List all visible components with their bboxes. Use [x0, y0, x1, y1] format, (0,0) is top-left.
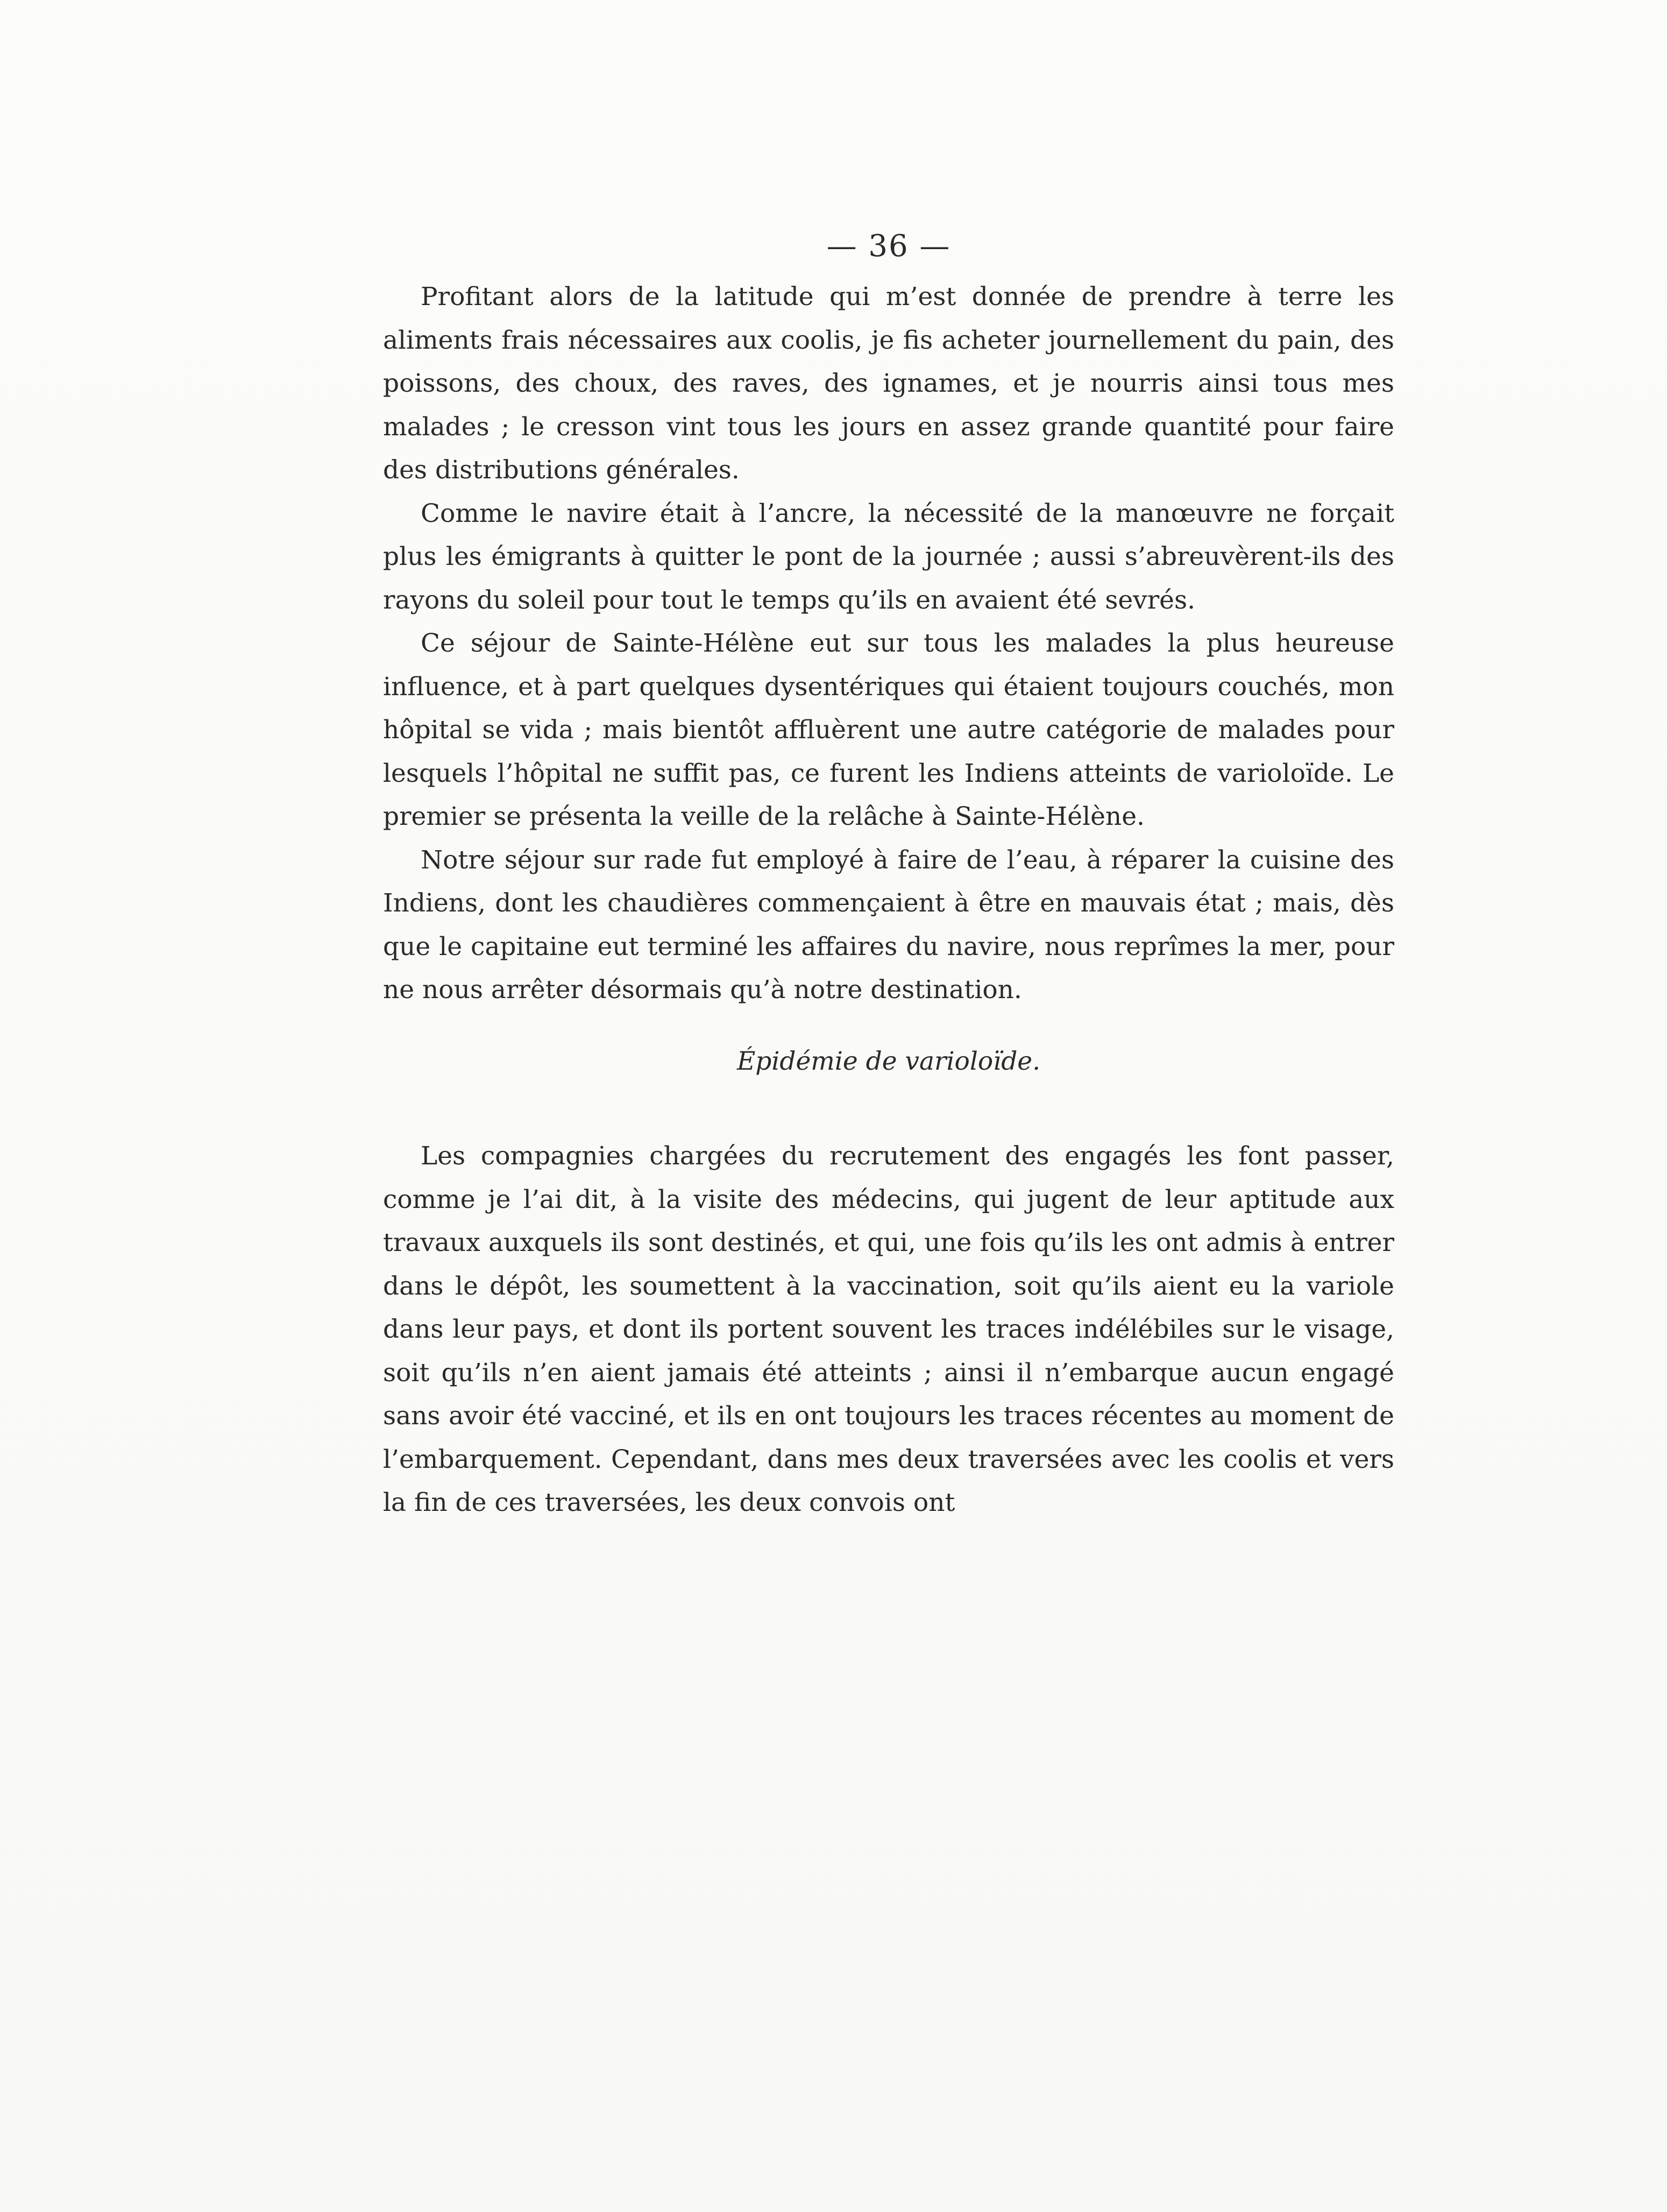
paragraph: Ce séjour de Sainte-Hélène eut sur tous les malades la plus heureuse influence, et à part quelques dysentériques qui étaient toujours couchés, mon hôpital se vida ; mais bientôt affluèrent une autre catégorie de malades pour lesquels l’hôpital ne suffit pas, ce furent les Indiens atteints de varioloïde. Le premier se présenta la veille de la relâche à Sainte-Hélène. — [383, 628, 1394, 831]
paragraph: Profitant alors de la latitude qui m’est donnée de prendre à terre les aliments frais nécessaires aux coolis, je fis acheter journellement du pain, des poissons, des choux, des raves, des ignames, et je nourris ainsi tous mes malades ; le cresson vint tous les jours en assez grande quantité pour faire des distributions générales. — [383, 282, 1394, 485]
paragraph: Notre séjour sur rade fut employé à faire de l’eau, à réparer la cuisine des Indiens, dont les chaudières commençaient à être en mauvais état ; mais, dès que le capitaine eut terminé les affaires du navire, nous reprîmes la mer, pour ne nous arrêter désormais qu’à notre destination. — [383, 845, 1394, 1005]
section-heading: Épidémie de varioloïde. — [736, 1046, 1041, 1076]
paragraph: Comme le navire était à l’ancre, la nécessité de la manœuvre ne forçait plus les émigrants à quitter le pont de la journée ; aussi s’abreuvèrent-ils des rayons du soleil pour tout le temps qu’ils en avaient été sevrés. — [383, 498, 1394, 615]
page-number: — 36 — — [826, 229, 951, 264]
paragraph: Les compagnies chargées du recrutement des engagés les font passer, comme je l’ai dit, à la visite des médecins, qui jugent de leur aptitude aux travaux auxquels ils sont destinés, et qui, une fois qu’ils les ont admis à entrer dans le dépôt, les soumettent à la vaccination, soit qu’ils aient eu la variole dans leur pays, et dont ils portent souvent les traces indélébiles sur le visage, soit qu’ils n’en aient jamais été atteints ; ainsi il n’embarque aucun engagé sans avoir été vacciné, et ils en ont toujours les traces récentes au moment de l’embarquement. Cependant, dans mes deux traversées avec les coolis et vers la fin de ces traversées, les deux convois ont — [383, 1141, 1394, 1517]
page-text-block — [383, 231, 1394, 1525]
